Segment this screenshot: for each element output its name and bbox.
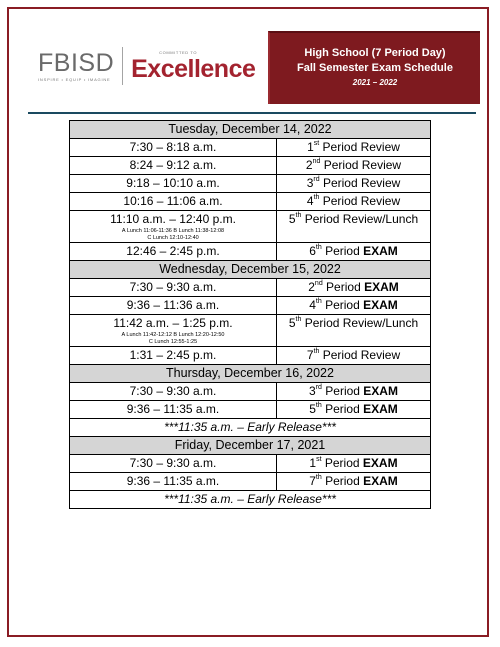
- time-cell: [70, 473, 277, 491]
- schedule-row: [70, 455, 431, 473]
- schedule-row: [70, 175, 431, 193]
- exam-label: EXAM: [363, 474, 398, 488]
- early-release-notice: ***11:35 a.m. – Early Release***: [70, 419, 431, 437]
- time-range: 8:24 – 9:12 a.m.: [129, 158, 217, 172]
- period-label: Period: [321, 384, 364, 398]
- title-line-1: High School (7 Period Day): [304, 47, 446, 59]
- schedule-row: [70, 211, 431, 243]
- schedule-row: [70, 243, 431, 261]
- time-cell: [70, 193, 277, 211]
- period-number: 1: [309, 456, 317, 470]
- schedule-row: [70, 315, 431, 347]
- period-cell: [277, 279, 431, 297]
- time-range: 1:31 – 2:45 p.m.: [129, 348, 217, 362]
- day-header-row: [70, 437, 431, 455]
- lunch-times: A Lunch 11:06-11:36 B Lunch 11:38-12:08: [121, 228, 225, 234]
- period-label: Period: [321, 298, 364, 312]
- period-ordinal: th: [313, 348, 320, 355]
- exam-label: EXAM: [363, 244, 398, 258]
- period-cell: [277, 473, 431, 491]
- time-cell: [70, 157, 277, 175]
- excellence-wordmark: Excellence: [131, 55, 256, 83]
- time-range: 11:10 a.m. – 12:40 p.m.: [110, 212, 236, 226]
- period-number: 4: [309, 298, 316, 312]
- logo-divider: [122, 47, 123, 85]
- title-line-2: Fall Semester Exam Schedule: [297, 62, 453, 74]
- day-header-row: [70, 261, 431, 279]
- time-range: 9:18 – 10:10 a.m.: [126, 176, 220, 190]
- exam-label: EXAM: [363, 298, 398, 312]
- time-range: 7:30 – 9:30 a.m.: [129, 384, 217, 398]
- schedule-row: [70, 347, 431, 365]
- time-cell: [70, 139, 277, 157]
- period-number: 3: [306, 176, 314, 190]
- period-ordinal: th: [295, 316, 302, 323]
- district-logo: [38, 45, 255, 87]
- period-ordinal: nd: [314, 280, 323, 287]
- exam-label: EXAM: [362, 456, 398, 470]
- time-range: 7:30 – 8:18 a.m.: [129, 140, 217, 154]
- fbisd-wordmark: FBISD: [38, 48, 115, 77]
- period-label: Period Review/Lunch: [301, 212, 419, 226]
- period-ordinal: rd: [313, 176, 320, 183]
- time-cell: [70, 175, 277, 193]
- period-cell: [277, 383, 431, 401]
- title-box: [268, 31, 480, 104]
- period-cell: [277, 175, 431, 193]
- period-label: Period Review: [320, 158, 402, 172]
- time-cell: [70, 347, 277, 365]
- period-number: 2: [305, 158, 313, 172]
- period-label: Period: [321, 456, 363, 470]
- early-release-row: [70, 491, 431, 509]
- period-number: 2: [308, 280, 315, 294]
- period-ordinal: rd: [315, 384, 322, 391]
- period-ordinal: th: [315, 244, 322, 251]
- period-cell: [277, 193, 431, 211]
- early-release-row: [70, 419, 431, 437]
- day-heading: Thursday, December 16, 2022: [70, 365, 431, 383]
- time-range: 12:46 – 2:45 p.m.: [126, 244, 220, 258]
- period-number: 5: [288, 212, 296, 226]
- schedule-row: [70, 297, 431, 315]
- period-ordinal: st: [313, 140, 320, 147]
- time-range: 9:36 – 11:36 a.m.: [126, 298, 220, 312]
- period-cell: [277, 347, 431, 365]
- period-label: Period Review: [319, 176, 401, 190]
- period-cell: [277, 157, 431, 175]
- schedule-row: [70, 157, 431, 175]
- exam-label: EXAM: [363, 402, 398, 416]
- period-label: Period: [321, 474, 364, 488]
- time-range: 7:30 – 9:30 a.m.: [129, 456, 217, 470]
- period-cell: [277, 139, 431, 157]
- period-cell: [277, 315, 431, 347]
- time-cell: [70, 315, 277, 347]
- period-ordinal: th: [295, 212, 302, 219]
- period-number: 7: [306, 348, 314, 362]
- lunch-times-c: C Lunch 12:10-12:40: [147, 235, 199, 241]
- early-release-notice: ***11:35 a.m. – Early Release***: [70, 491, 431, 509]
- day-heading: Friday, December 17, 2021: [70, 437, 431, 455]
- period-cell: [277, 401, 431, 419]
- time-range: 9:36 – 11:35 a.m.: [126, 402, 220, 416]
- exam-label: EXAM: [363, 384, 398, 398]
- period-label: Period Review: [319, 194, 401, 208]
- period-cell: [277, 243, 431, 261]
- time-range: 10:16 – 11:06 a.m.: [123, 194, 223, 208]
- schedule-row: [70, 383, 431, 401]
- time-range: 11:42 a.m. – 1:25 p.m.: [113, 316, 233, 330]
- exam-schedule-table: [69, 120, 431, 509]
- fbisd-tagline: INSPIRE • EQUIP • IMAGINE: [38, 76, 111, 82]
- time-range: 7:30 – 9:30 a.m.: [129, 280, 217, 294]
- day-header-row: [70, 365, 431, 383]
- period-number: 1: [307, 140, 314, 154]
- exam-label: EXAM: [364, 280, 399, 294]
- period-number: 5: [288, 316, 296, 330]
- time-cell: [70, 455, 277, 473]
- period-ordinal: nd: [312, 158, 321, 165]
- time-cell: [70, 297, 277, 315]
- period-label: Period: [321, 244, 364, 258]
- title-year: 2021 – 2022: [352, 78, 398, 87]
- period-ordinal: th: [315, 474, 322, 481]
- period-number: 4: [306, 194, 314, 208]
- period-number: 7: [309, 474, 316, 488]
- time-range: 9:36 – 11:35 a.m.: [126, 474, 220, 488]
- period-label: Period Review/Lunch: [301, 316, 419, 330]
- committed-to-text: COMMITTED TO: [159, 50, 198, 55]
- period-label: Period: [322, 280, 365, 294]
- period-cell: [277, 297, 431, 315]
- schedule-row: [70, 473, 431, 491]
- schedule-row: [70, 193, 431, 211]
- schedule-row: [70, 401, 431, 419]
- schedule-row: [70, 279, 431, 297]
- period-ordinal: st: [316, 456, 322, 463]
- period-ordinal: th: [313, 194, 320, 201]
- period-number: 5: [309, 402, 316, 416]
- schedule-row: [70, 139, 431, 157]
- day-heading: Tuesday, December 14, 2022: [70, 121, 431, 139]
- day-heading: Wednesday, December 15, 2022: [70, 261, 431, 279]
- excellence-logo: [131, 50, 255, 82]
- period-cell: [277, 455, 431, 473]
- period-label: Period Review: [319, 140, 400, 154]
- lunch-times-c: C Lunch 12:55-1:25: [148, 339, 198, 345]
- time-cell: [70, 243, 277, 261]
- time-cell: [70, 383, 277, 401]
- header-rule: [28, 112, 476, 114]
- time-cell: [70, 279, 277, 297]
- lunch-times: A Lunch 11:42-12:12 B Lunch 12:20-12:50: [121, 332, 225, 338]
- period-label: Period: [321, 402, 364, 416]
- period-ordinal: th: [315, 298, 322, 305]
- time-cell: [70, 401, 277, 419]
- period-ordinal: th: [315, 402, 322, 409]
- period-number: 3: [309, 384, 316, 398]
- day-header-row: [70, 121, 431, 139]
- time-cell: [70, 211, 277, 243]
- period-cell: [277, 211, 431, 243]
- period-label: Period Review: [319, 348, 401, 362]
- fbisd-logo: [38, 48, 115, 82]
- period-number: 6: [309, 244, 316, 258]
